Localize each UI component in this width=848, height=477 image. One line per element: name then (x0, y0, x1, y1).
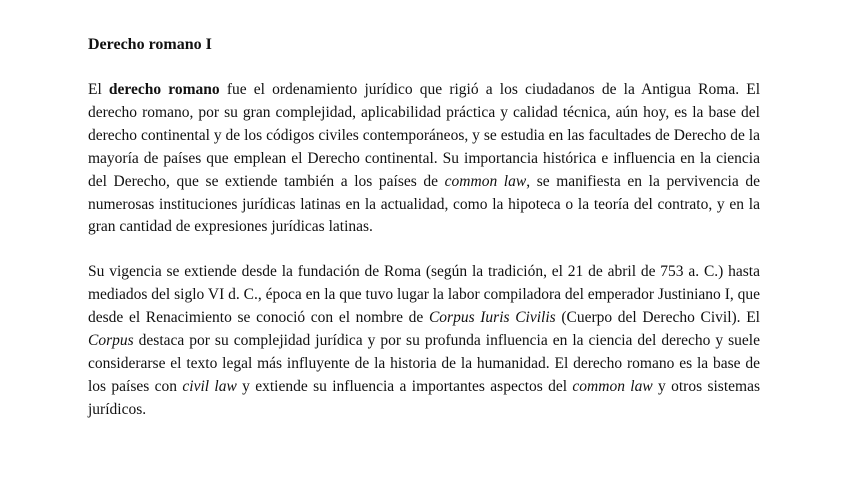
paragraph-1-text-2: fue el ordenamiento jurídico que rigió a los ciudadanos de la Antigua Roma. El derecho romano, por su gran complejidad, aplicabilidad práctica y calidad técnica, aún hoy, es la base del derecho continental y de los códigos civiles contemporáneos, y se estudia en las facultades de Derecho de la mayoría de países que emplean el Derecho continental. Su importancia histórica e influencia en la ciencia del Derecho, que se extiende también a los países de (88, 81, 760, 190)
paragraph-2-text-5: y otros sistemas jurídicos. (88, 377, 760, 418)
paragraph-2-text-3: destaca por su complejidad jurídica y por su profunda influencia en la ciencia del derecho y suele considerarse el texto legal más influyente de la historia de la humanidad. El derecho romano es la base de los países con (88, 332, 760, 395)
document-page (88, 34, 760, 444)
paragraph-2 (88, 261, 760, 421)
paragraph-2-text-4: y extiende su influencia a importantes aspectos del (236, 377, 573, 395)
document-title: Derecho romano I (88, 36, 212, 53)
paragraph-2-italic-4: common law (572, 377, 653, 395)
paragraph-2-italic-1: Corpus Iuris Civilis (428, 309, 556, 327)
paragraph-2-italic-3: civil law (182, 377, 237, 395)
paragraph-1-italic-term: common law (444, 172, 527, 190)
paragraph-1-text-1: El (88, 81, 109, 98)
paragraph-1-bold-term: derecho romano (108, 81, 220, 98)
paragraph-1 (88, 79, 760, 239)
paragraph-2-text-2: (Cuerpo del Derecho Civil). El (555, 309, 760, 327)
paragraph-2-italic-2: Corpus (88, 332, 134, 350)
paragraph-1-text-3: , se manifiesta en la pervivencia de numerosas instituciones jurídicas latinas en la actualidad, como la hipoteca o la teoría del contrato, y en la gran cantidad de expresiones jurídicas latinas. (88, 172, 760, 236)
paragraph-2-text-1: Su vigencia se extiende desde la fundación de Roma (según la tradición, el 21 de abril de 753 a. C.) hasta mediados del siglo VI d. C., época en la que tuvo lugar la labor compiladora del emperador Justiniano I, que desde el Renacimiento se conoció con el nombre de (88, 263, 760, 327)
